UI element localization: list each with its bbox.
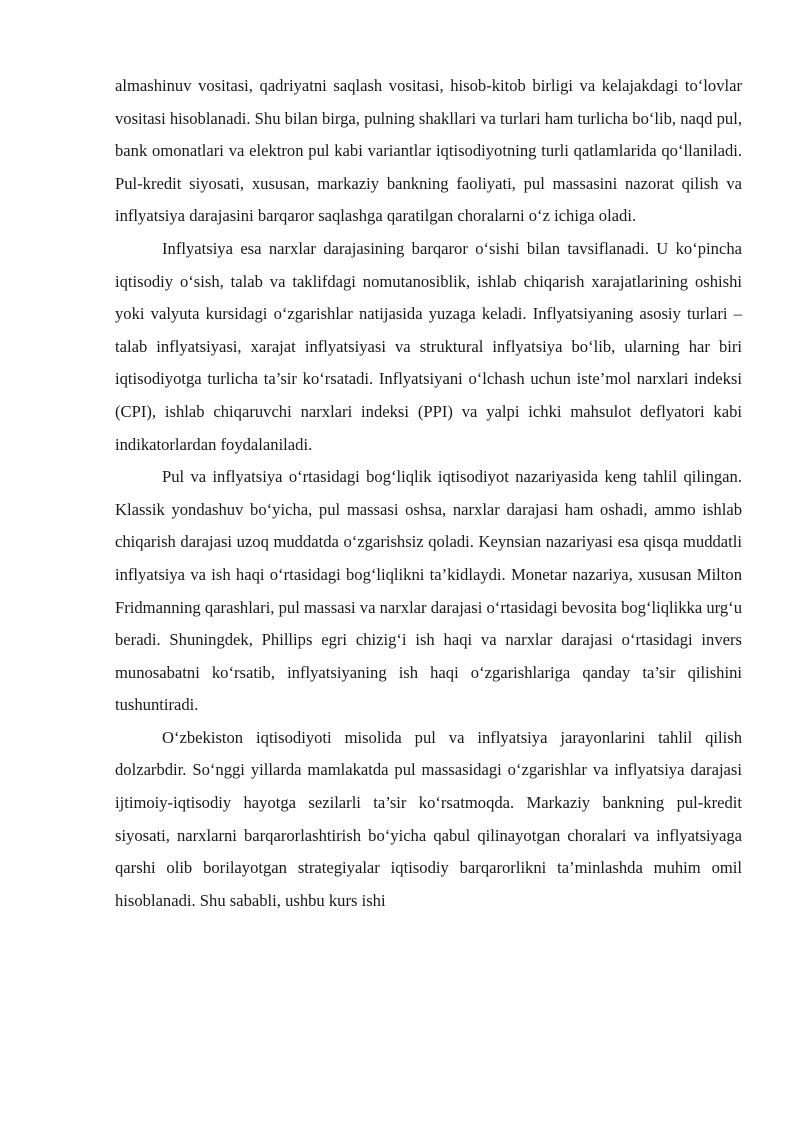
paragraph-money-inflation-theory: Pul va inflyatsiya o‘rtasidagi bog‘liqlik iqtisodiyot nazariyasida keng tahlil qilingan. Klassik yondashuv bo‘yicha, pul massasi oshsa, narxlar darajasi ham oshadi, ammo ishlab chiqarish darajasi uzoq muddatda o‘zgarishsiz qoladi. Keynsian nazariyasi esa qisqa muddatli inflyatsiya va ish haqi o‘rtasidagi bog‘liqlikni ta’kidlaydi. Monetar nazariya, xususan Milton Fridmanning qarashlari, pul massasi va narxlar darajasi o‘rtasidagi bevosita bog‘liqlikka urg‘u beradi. Shuningdek, Phillips egri chizig‘i ish haqi va narxlar darajasi o‘rtasidagi invers munosabatni ko‘rsatib, inflyatsiyaning ish haqi o‘zgarishlariga qanday ta’sir qilishini tushuntiradi.: [115, 467, 742, 715]
paragraph-uzbekistan-analysis: O‘zbekiston iqtisodiyoti misolida pul va inflyatsiya jarayonlarini tahlil qilish dolzarbdir. So‘nggi yillarda mamlakatda pul massasidagi o‘zgarishlar va inflyatsiya darajasi ijtimoiy-iqtisodiy hayotga sezilarli ta’sir ko‘rsatmoqda. Markaziy bankning pul-kredit siyosati, narxlarni barqarorlashtirish bo‘yicha qabul qilinayotgan choralari va inflyatsiyaga qarshi olib borilayotgan strategiyalar iqtisodiy barqarorlikni ta’minlashda muhim omil hisoblanadi. Shu sababli, ushbu kurs ishi: [115, 727, 742, 910]
document-page: [115, 70, 742, 917]
paragraph-continuation: almashinuv vositasi, qadriyatni saqlash vositasi, hisob-kitob birligi va kelajakdagi to‘lovlar vositasi hisoblanadi. Shu bilan birga, pulning shakllari va turlari ham turlicha bo‘lib, naqd pul, bank omonatlari va elektron pul kabi variantlar iqtisodiyotning turli qatlamlarida qo‘llaniladi. Pul-kredit siyosati, xususan, markaziy bankning faoliyati, pul massasini nazorat qilish va inflyatsiya darajasini barqaror saqlashga qaratilgan choralarni o‘z ichiga oladi.: [115, 76, 742, 226]
paragraph-inflation-definition: Inflyatsiya esa narxlar darajasining barqaror o‘sishi bilan tavsiflanadi. U ko‘pincha iqtisodiy o‘sish, talab va taklifdagi nomutanosiblik, ishlab chiqarish xarajatlarining oshishi yoki valyuta kursidagi o‘zgarishlar natijasida yuzaga keladi. Inflyatsiyaning asosiy turlari – talab inflyatsiyasi, xarajat inflyatsiyasi va struktural inflyatsiya bo‘lib, ularning har biri iqtisodiyotga turlicha ta’sir ko‘rsatadi. Inflyatsiyani o‘lchash uchun iste’mol narxlari indeksi (CPI), ishlab chiqaruvchi narxlari indeksi (PPI) va yalpi ichki mahsulot deflyatori kabi indikatorlardan foydalaniladi.: [115, 238, 742, 454]
